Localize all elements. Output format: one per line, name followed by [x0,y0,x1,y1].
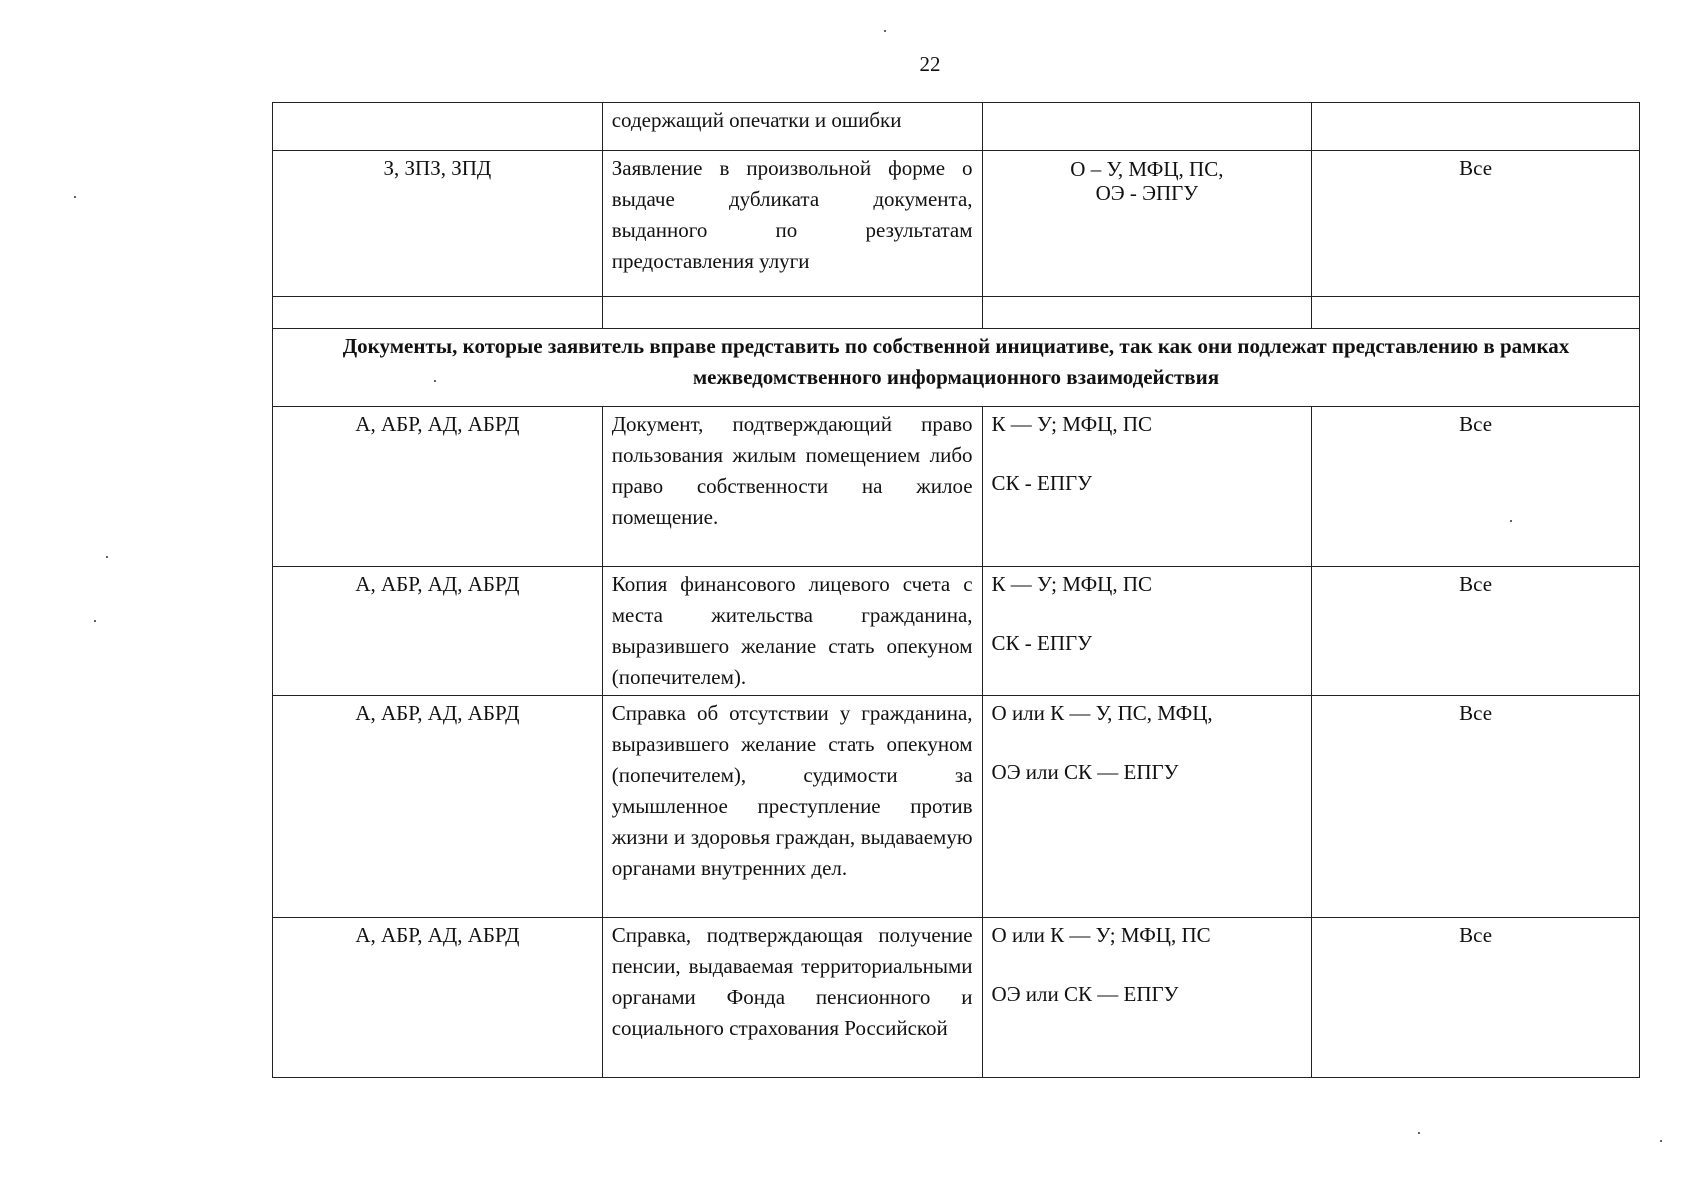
documents-table [272,102,1640,1078]
table-row [273,103,1640,151]
page-number: 22 [919,52,941,76]
codes-cell [273,103,603,151]
scan-speck [1510,520,1512,522]
scope-cell: Все [1312,567,1640,696]
scope-cell: Все [1312,918,1640,1078]
description-cell: Справка, подтверждающая получение пенсии, выдаваемая территориальными органами Фонда пенсионного и социального страхования Российской [602,918,982,1078]
table-row [273,297,1640,329]
description-cell: Копия финансового лицевого счета с места жительства гражданина, выразившего желание стать опекуном (попечителем). [602,567,982,696]
submission-cell [982,918,1312,1078]
codes-cell: А, АБР, АД, АБРД [273,696,603,918]
codes-cell: З, ЗПЗ, ЗПД [273,151,603,297]
submission-line: К — У; МФЦ, ПС [991,412,1153,436]
submission-line: СК - ЕПГУ [991,471,1093,495]
description-cell: содержащий опечатки и ошибки [602,103,982,151]
codes-cell: А, АБР, АД, АБРД [273,567,603,696]
submission-cell [982,696,1312,918]
scan-speck [1418,1132,1420,1134]
scan-speck [74,196,76,198]
scan-speck [94,620,96,622]
description-cell: Справка об отсутствии у гражданина, выразившего желание стать опекуном (попечителем), судимости за умышленное преступление против жизни и здоровья граждан, выдаваемую органами внутренних дел. [602,696,982,918]
scope-cell: Все [1312,696,1640,918]
scan-speck [434,380,436,382]
description-cell: Документ, подтверждающий право пользования жилым помещением либо право собственности на жилое помещение. [602,407,982,567]
table-row [273,696,1640,918]
scan-speck [106,556,108,558]
table-row [273,151,1640,297]
submission-line: К — У; МФЦ, ПС [991,572,1153,596]
submission-cell [982,151,1312,297]
description-cell: Заявление в произвольной форме о выдаче дубликата документа, выданного по результатам предоставления улуги [602,151,982,297]
submission-line: ОЭ или СК — ЕПГУ [991,760,1179,784]
scope-cell: Все [1312,407,1640,567]
table-row [273,567,1640,696]
submission-cell [982,567,1312,696]
table-row [273,918,1640,1078]
codes-cell [273,297,603,329]
submission-line: О или К — У, ПС, МФЦ, [991,701,1213,725]
submission-cell [982,297,1312,329]
submission-line: СК - ЕПГУ [991,631,1093,655]
scope-cell: Все [1312,151,1640,297]
submission-line: О – У, МФЦ, ПС, [1070,157,1224,181]
scope-cell [1312,297,1640,329]
submission-cell [982,103,1312,151]
section-row [273,329,1640,407]
submission-line: ОЭ - ЭПГУ [1095,181,1199,205]
submission-cell [982,407,1312,567]
codes-cell: А, АБР, АД, АБРД [273,918,603,1078]
scan-speck [1660,1140,1662,1142]
description-cell [602,297,982,329]
section-heading: Документы, которые заявитель вправе представить по собственной инициативе, так как они подлежат представлению в рамках межведомственного информационного взаимодействия [273,329,1640,407]
scope-cell [1312,103,1640,151]
submission-line: О или К — У; МФЦ, ПС [991,923,1211,947]
codes-cell: А, АБР, АД, АБРД [273,407,603,567]
table-row [273,407,1640,567]
scan-speck [884,30,886,32]
submission-line: ОЭ или СК — ЕПГУ [991,982,1179,1006]
